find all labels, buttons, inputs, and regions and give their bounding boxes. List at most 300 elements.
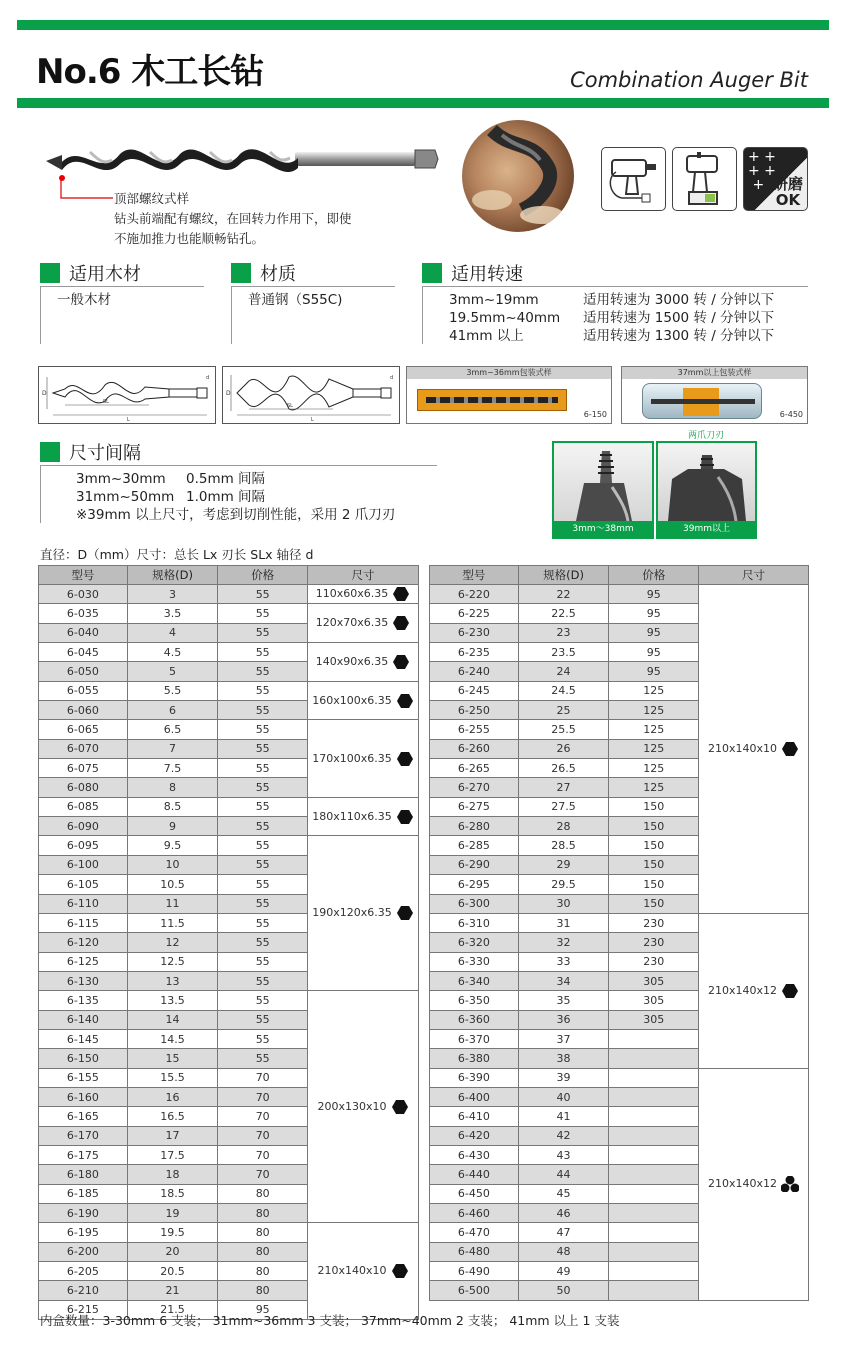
spec-cell: 31 [518, 913, 609, 932]
price-cell: 230 [609, 933, 699, 952]
size-label: 210x140x12 [708, 983, 778, 997]
size-cell [308, 991, 419, 1223]
spec-cell: 12.5 [127, 952, 218, 971]
size-label: 210x140x10 [708, 741, 778, 755]
spec-cell: 15 [127, 1049, 218, 1068]
spec-cell: 19.5 [127, 1223, 218, 1242]
size-cell [308, 585, 419, 604]
spec-cell: 21 [127, 1281, 218, 1300]
package-small-code: 6-150 [583, 410, 607, 419]
grinding-ok-icon [743, 147, 808, 211]
spec-cell: 39 [518, 1068, 609, 1087]
table-header-row [430, 566, 809, 585]
spec-cell: 24.5 [518, 681, 609, 700]
hex-shank-icon [391, 1263, 409, 1279]
spec-cell: 48 [518, 1242, 609, 1261]
price-cell: 55 [218, 933, 308, 952]
price-cell [609, 1165, 699, 1184]
model-cell: 6-245 [430, 681, 519, 700]
speed-section-title [422, 260, 523, 286]
model-cell: 6-055 [39, 681, 128, 700]
size-cell [699, 585, 809, 914]
drawing-single-spur [38, 366, 216, 424]
grind-label: 研磨 [772, 175, 803, 193]
price-cell: 95 [609, 604, 699, 623]
table-row [39, 797, 419, 816]
interval-range: 3mm~30mm [76, 471, 166, 487]
tip-double-caption: 39mm以上 [658, 521, 755, 537]
wood-value: 一般木材 [57, 292, 111, 308]
table-row [39, 836, 419, 855]
model-cell: 6-350 [430, 991, 519, 1010]
size-cell [308, 797, 419, 836]
price-cell: 150 [609, 836, 699, 855]
price-cell: 55 [218, 720, 308, 739]
model-cell: 6-165 [39, 1107, 128, 1126]
price-cell: 305 [609, 1010, 699, 1029]
price-cell: 55 [218, 836, 308, 855]
model-cell: 6-370 [430, 1029, 519, 1048]
spec-cell: 50 [518, 1281, 609, 1300]
dim-d-label: d [206, 375, 210, 381]
spec-cell: 7 [127, 739, 218, 758]
model-cell: 6-185 [39, 1184, 128, 1203]
spec-cell: 4 [127, 623, 218, 642]
size-label: 160x100x6.35 [312, 693, 392, 707]
spec-cell: 17.5 [127, 1145, 218, 1164]
spec-cell: 28 [518, 817, 609, 836]
model-cell: 6-310 [430, 913, 519, 932]
speed-value: 适用转速为 1300 转 / 分钟以下 [583, 328, 775, 344]
spec-cell: 49 [518, 1262, 609, 1281]
price-cell [609, 1281, 699, 1300]
model-cell: 6-110 [39, 894, 128, 913]
hex-shank-icon [781, 741, 799, 757]
spec-cell: 8.5 [127, 797, 218, 816]
spec-cell: 29 [518, 855, 609, 874]
model-cell: 6-275 [430, 797, 519, 816]
feature-line-2: 钻头前端配有螺纹，在回转力作用下，即使 [114, 211, 352, 226]
wood-value-box [40, 286, 204, 344]
spec-cell: 17 [127, 1126, 218, 1145]
model-cell: 6-175 [39, 1145, 128, 1164]
model-cell: 6-360 [430, 1010, 519, 1029]
dim-L-label: L [127, 417, 130, 423]
feature-line-3: 不施加推力也能顺畅钻孔。 [114, 231, 265, 246]
model-cell: 6-200 [39, 1242, 128, 1261]
spec-cell: 16.5 [127, 1107, 218, 1126]
price-cell: 150 [609, 817, 699, 836]
price-cell: 55 [218, 759, 308, 778]
spec-cell: 14.5 [127, 1029, 218, 1048]
model-cell: 6-195 [39, 1223, 128, 1242]
table-row [39, 1223, 419, 1242]
model-cell: 6-125 [39, 952, 128, 971]
dim-d-label: d [390, 375, 394, 381]
sds-shank-icon [781, 1176, 799, 1192]
model-cell: 6-045 [39, 643, 128, 662]
package-small [406, 366, 612, 424]
table-row [430, 1068, 809, 1087]
spec-cell: 30 [518, 894, 609, 913]
price-cell: 55 [218, 797, 308, 816]
speed-title: 适用转速 [451, 264, 523, 285]
size-cell [308, 681, 419, 720]
spec-cell: 11 [127, 894, 218, 913]
spec-cell: 47 [518, 1223, 609, 1242]
spec-cell: 10 [127, 855, 218, 874]
speed-row [449, 309, 808, 327]
model-cell: 6-280 [430, 817, 519, 836]
price-cell: 70 [218, 1165, 308, 1184]
spec-cell: 19 [127, 1204, 218, 1223]
spec-cell: 38 [518, 1049, 609, 1068]
size-label: 110x60x6.35 [315, 587, 389, 601]
spec-cell: 34 [518, 971, 609, 990]
model-cell: 6-210 [39, 1281, 128, 1300]
sparkle-icon: + + + + + [748, 149, 776, 193]
material-title: 材质 [260, 264, 296, 285]
hex-shank-icon [396, 809, 414, 825]
spec-cell: 29.5 [518, 875, 609, 894]
price-cell: 125 [609, 701, 699, 720]
package-large-image [642, 383, 762, 419]
model-cell: 6-070 [39, 739, 128, 758]
price-cell: 70 [218, 1087, 308, 1106]
model-cell: 6-075 [39, 759, 128, 778]
price-cell: 55 [218, 1010, 308, 1029]
box-quantity-note: 内盒数量：3-30mm 6 支装； 31mm~36mm 3 支装； 37mm~40mm 2 支装； 41mm 以上 1 支装 [40, 1313, 620, 1328]
spec-cell: 4.5 [127, 643, 218, 662]
table-row [430, 585, 809, 604]
spec-cell: 43 [518, 1145, 609, 1164]
table-header-row [39, 566, 419, 585]
header-bottom-bar [17, 98, 829, 108]
model-cell: 6-145 [39, 1029, 128, 1048]
price-cell [609, 1068, 699, 1087]
model-cell: 6-040 [39, 623, 128, 642]
price-cell: 95 [609, 643, 699, 662]
tips-title: 两爪刀刃 [687, 431, 724, 441]
package-large [621, 366, 808, 424]
spec-cell: 6.5 [127, 720, 218, 739]
price-cell [609, 1204, 699, 1223]
interval-section-title [40, 439, 141, 465]
hex-shank-icon [392, 654, 410, 670]
size-cell [308, 604, 419, 643]
price-cell: 55 [218, 623, 308, 642]
price-cell: 55 [218, 855, 308, 874]
spec-cell: 8 [127, 778, 218, 797]
header-size: 尺寸 [308, 566, 419, 585]
size-cell [308, 1223, 419, 1320]
spec-cell: 45 [518, 1184, 609, 1203]
model-cell: 6-135 [39, 991, 128, 1010]
table-row [39, 604, 419, 623]
price-cell: 95 [609, 623, 699, 642]
speed-row [449, 291, 808, 309]
price-cell: 125 [609, 681, 699, 700]
spec-cell: 12 [127, 933, 218, 952]
spec-cell: 24 [518, 662, 609, 681]
spec-cell: 3.5 [127, 604, 218, 623]
interval-row [76, 488, 437, 506]
model-cell: 6-285 [430, 836, 519, 855]
size-label: 120x70x6.35 [315, 616, 389, 630]
model-cell: 6-180 [39, 1165, 128, 1184]
hex-shank-icon [392, 586, 410, 602]
price-cell [609, 1242, 699, 1261]
header-spec: 规格(D) [127, 566, 218, 585]
interval-box [40, 465, 437, 523]
spec-table-left [38, 565, 419, 1320]
spec-cell: 18.5 [127, 1184, 218, 1203]
spec-cell: 27 [518, 778, 609, 797]
material-section-title [231, 260, 296, 286]
spec-cell: 16 [127, 1087, 218, 1106]
spec-cell: 5.5 [127, 681, 218, 700]
spec-cell: 36 [518, 1010, 609, 1029]
model-cell: 6-470 [430, 1223, 519, 1242]
model-cell: 6-340 [430, 971, 519, 990]
speed-range: 41mm 以上 [449, 328, 524, 344]
price-cell: 55 [218, 643, 308, 662]
spec-cell: 35 [518, 991, 609, 1010]
price-cell: 55 [218, 701, 308, 720]
price-cell: 55 [218, 778, 308, 797]
header-price: 价格 [609, 566, 699, 585]
price-cell: 125 [609, 739, 699, 758]
price-cell: 80 [218, 1204, 308, 1223]
model-cell: 6-225 [430, 604, 519, 623]
spec-cell: 28.5 [518, 836, 609, 855]
spec-cell: 13 [127, 971, 218, 990]
price-cell: 80 [218, 1242, 308, 1261]
model-cell: 6-430 [430, 1145, 519, 1164]
model-cell: 6-160 [39, 1087, 128, 1106]
table-row [430, 913, 809, 932]
price-cell: 125 [609, 759, 699, 778]
page-subtitle: Combination Auger Bit [570, 68, 808, 92]
model-cell: 6-480 [430, 1242, 519, 1261]
model-cell: 6-450 [430, 1184, 519, 1203]
model-cell: 6-080 [39, 778, 128, 797]
price-cell [609, 1184, 699, 1203]
model-cell: 6-105 [39, 875, 128, 894]
price-cell: 95 [609, 662, 699, 681]
price-cell: 55 [218, 1029, 308, 1048]
model-cell: 6-300 [430, 894, 519, 913]
model-cell: 6-295 [430, 875, 519, 894]
price-cell [609, 1049, 699, 1068]
hex-shank-icon [391, 1099, 409, 1115]
header-model: 型号 [430, 566, 519, 585]
green-square-icon [40, 263, 60, 283]
size-label: 210x140x10 [317, 1264, 387, 1278]
model-cell: 6-150 [39, 1049, 128, 1068]
spec-cell: 7.5 [127, 759, 218, 778]
model-cell: 6-140 [39, 1010, 128, 1029]
material-value-box [231, 286, 395, 344]
price-cell: 55 [218, 604, 308, 623]
price-cell: 55 [218, 913, 308, 932]
table-row [39, 720, 419, 739]
price-cell: 55 [218, 739, 308, 758]
model-cell: 6-410 [430, 1107, 519, 1126]
spec-cell: 21.5 [127, 1300, 218, 1319]
price-cell [609, 1262, 699, 1281]
package-small-title: 3mm~36mm包装式样 [407, 367, 611, 379]
spec-cell: 44 [518, 1165, 609, 1184]
model-cell: 6-120 [39, 933, 128, 952]
cordless-drill-icon [672, 147, 737, 211]
model-cell: 6-500 [430, 1281, 519, 1300]
spec-cell: 18 [127, 1165, 218, 1184]
price-cell: 80 [218, 1223, 308, 1242]
dim-SL-label: SL [103, 399, 109, 405]
spec-cell: 37 [518, 1029, 609, 1048]
price-cell [609, 1029, 699, 1048]
drawing-double-spur [222, 366, 400, 424]
model-cell: 6-190 [39, 1204, 128, 1223]
model-cell: 6-490 [430, 1262, 519, 1281]
model-cell: 6-220 [430, 585, 519, 604]
hex-shank-icon [781, 983, 799, 999]
price-cell: 70 [218, 1145, 308, 1164]
spec-cell: 9 [127, 817, 218, 836]
price-cell: 80 [218, 1262, 308, 1281]
model-cell: 6-060 [39, 701, 128, 720]
table-row [39, 681, 419, 700]
header-model: 型号 [39, 566, 128, 585]
model-cell: 6-250 [430, 701, 519, 720]
electric-drill-icon [601, 147, 666, 211]
model-cell: 6-290 [430, 855, 519, 874]
model-cell: 6-320 [430, 933, 519, 952]
model-cell: 6-130 [39, 971, 128, 990]
model-cell: 6-065 [39, 720, 128, 739]
model-cell: 6-265 [430, 759, 519, 778]
spec-cell: 20 [127, 1242, 218, 1261]
header-price: 价格 [218, 566, 308, 585]
price-cell: 70 [218, 1107, 308, 1126]
spec-cell: 26 [518, 739, 609, 758]
wood-section-title [40, 260, 141, 286]
price-cell: 55 [218, 1049, 308, 1068]
price-cell [609, 1126, 699, 1145]
interval-note: ※39mm 以上尺寸，考虑到切削性能，采用 2 爪刀刃 [76, 507, 396, 523]
package-small-image [417, 389, 567, 411]
dim-L-label: L [311, 417, 314, 423]
package-large-title: 37mm以上包装式样 [622, 367, 807, 379]
header-spec: 规格(D) [518, 566, 609, 585]
price-cell: 125 [609, 720, 699, 739]
spec-cell: 13.5 [127, 991, 218, 1010]
price-cell: 150 [609, 855, 699, 874]
price-cell: 80 [218, 1281, 308, 1300]
size-cell [699, 1068, 809, 1300]
spec-cell: 46 [518, 1204, 609, 1223]
spec-cell: 9.5 [127, 836, 218, 855]
drilling-photo [462, 120, 574, 232]
price-cell: 95 [218, 1300, 308, 1319]
model-cell: 6-260 [430, 739, 519, 758]
tip-single-photo [552, 441, 654, 539]
green-square-icon [231, 263, 251, 283]
top-green-bar [17, 20, 829, 30]
spec-cell: 22.5 [518, 604, 609, 623]
hex-shank-icon [396, 693, 414, 709]
spec-cell: 42 [518, 1126, 609, 1145]
tip-single-caption: 3mm～38mm [554, 521, 652, 537]
interval-step: 1.0mm 间隔 [186, 489, 266, 505]
price-cell: 125 [609, 778, 699, 797]
price-cell: 80 [218, 1184, 308, 1203]
page-title: No.6 木工长钻 [36, 52, 264, 92]
tip-double-photo [656, 441, 757, 539]
spec-cell: 14 [127, 1010, 218, 1029]
feature-description [114, 189, 352, 249]
spec-cell: 3 [127, 585, 218, 604]
model-cell: 6-100 [39, 855, 128, 874]
material-value: 普通钢（S55C) [248, 292, 343, 308]
spec-cell: 25.5 [518, 720, 609, 739]
price-cell [609, 1145, 699, 1164]
model-cell: 6-170 [39, 1126, 128, 1145]
spec-cell: 15.5 [127, 1068, 218, 1087]
spec-cell: 27.5 [518, 797, 609, 816]
price-cell: 55 [218, 585, 308, 604]
spec-cell: 22 [518, 585, 609, 604]
spec-cell: 41 [518, 1107, 609, 1126]
model-cell: 6-095 [39, 836, 128, 855]
table-legend-note: 直径：D（mm）尺寸：总长 Lx 刃长 SLx 轴径 d [40, 547, 314, 562]
size-label: 180x110x6.35 [312, 809, 392, 823]
model-cell: 6-215 [39, 1300, 128, 1319]
hex-shank-icon [396, 905, 414, 921]
size-label: 170x100x6.35 [312, 751, 392, 765]
model-cell: 6-440 [430, 1165, 519, 1184]
price-cell [609, 1107, 699, 1126]
model-cell: 6-035 [39, 604, 128, 623]
price-cell: 150 [609, 894, 699, 913]
green-square-icon [40, 442, 60, 462]
price-cell: 55 [218, 894, 308, 913]
speed-row [449, 327, 808, 345]
model-cell: 6-230 [430, 623, 519, 642]
model-cell: 6-205 [39, 1262, 128, 1281]
model-cell: 6-390 [430, 1068, 519, 1087]
spec-cell: 20.5 [127, 1262, 218, 1281]
speed-value: 适用转速为 1500 转 / 分钟以下 [583, 310, 775, 326]
package-large-code: 6-450 [779, 410, 803, 419]
size-cell [308, 643, 419, 682]
spec-cell: 10.5 [127, 875, 218, 894]
size-label: 210x140x12 [708, 1177, 778, 1191]
table-row [39, 643, 419, 662]
price-cell: 305 [609, 971, 699, 990]
model-cell: 6-235 [430, 643, 519, 662]
speed-value: 适用转速为 3000 转 / 分钟以下 [583, 292, 775, 308]
ok-label: OK [775, 191, 801, 209]
model-cell: 6-155 [39, 1068, 128, 1087]
spec-table-right [429, 565, 809, 1301]
spec-cell: 26.5 [518, 759, 609, 778]
spec-cell: 23 [518, 623, 609, 642]
price-cell: 305 [609, 991, 699, 1010]
spec-cell: 33 [518, 952, 609, 971]
size-label: 140x90x6.35 [315, 654, 389, 668]
